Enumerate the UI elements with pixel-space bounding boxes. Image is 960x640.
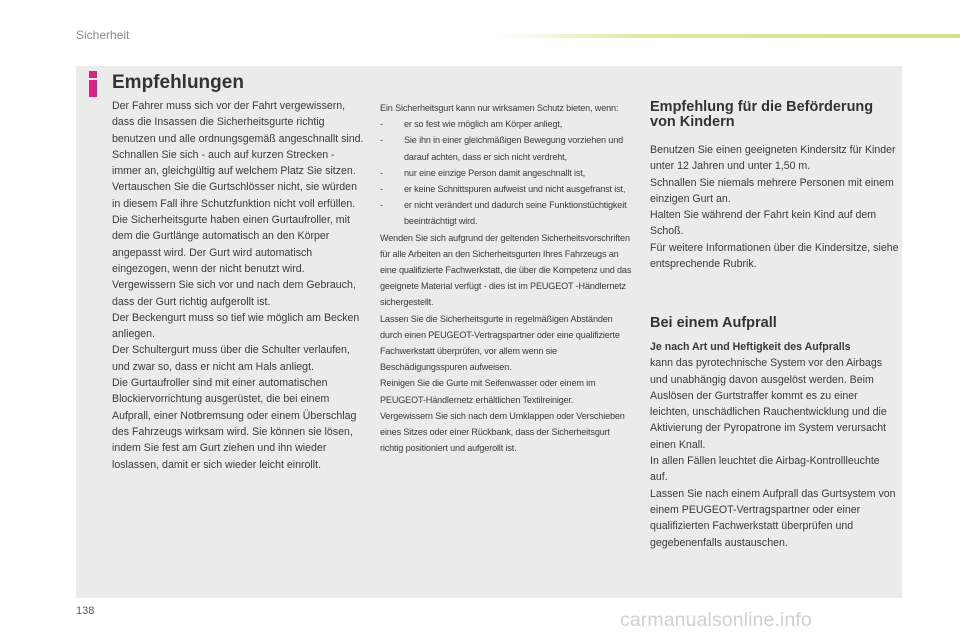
dash-item-text: er so fest wie möglich am Körper anliegt, — [404, 119, 563, 130]
dash-item-text: er keine Schnittspuren aufweist und nicht ausgefranst ist, — [404, 184, 626, 195]
header-rule — [495, 34, 960, 38]
right-heading-impact: Bei einem Aufprall — [650, 315, 777, 331]
right-paragraph: In allen Fällen leuchtet die Airbag-Kontrollleuchte auf. — [650, 455, 880, 484]
left-paragraph: Die Gurtaufroller sind mit einer automatischen Blockiervorrichtung ausgerüstet, die bei einem Aufprall, einer Notbremsung oder einem Überschlag des Fahrzeugs wirksam wird. Sie können sie lösen, indem Sie fest am Gurt ziehen und ihn wieder loslassen, damit er sich wieder leicht einrollt. — [112, 377, 357, 471]
info-icon — [83, 71, 103, 97]
left-paragraph: Der Fahrer muss sich vor der Fahrt vergewissern, dass die Insassen die Sicherheitsgurte richtig benutzen und alle ordnungsgemäß angeschnallt sind. — [112, 100, 364, 145]
middle-column — [380, 100, 632, 456]
left-paragraph: Vergewissern Sie sich vor und nach dem Gebrauch, dass der Gurt richtig aufgerollt ist. — [112, 279, 356, 308]
dash-bullet: - — [380, 135, 383, 146]
info-icon-dot — [89, 71, 97, 78]
right-paragraph: Halten Sie während der Fahrt kein Kind auf dem Schoß. — [650, 209, 877, 238]
dash-list-item — [380, 132, 632, 164]
left-paragraph: Der Schultergurt muss über die Schulter verlaufen, und zwar so, dass er nicht am Hals anliegt. — [112, 344, 350, 373]
right-section-children — [650, 100, 900, 272]
right-body-impact — [650, 339, 900, 551]
header-section-title: Sicherheit — [76, 28, 130, 42]
left-paragraph: Schnallen Sie sich - auch auf kurzen Strecken - immer an, gleichgültig auf welchem Platz Sie sitzen. — [112, 148, 356, 178]
left-paragraph: Vertauschen Sie die Gurtschlösser nicht, sie würden in diesem Fall ihre Schutzfunktion nicht voll erfüllen. — [112, 181, 357, 210]
mid-paragraph: Wenden Sie sich aufgrund der geltenden Sicherheitsvorschriften für alle Arbeiten an den Sicherheitsgurten Ihres Fahrzeugs an eine qualifizierte Fachwerkstatt, die über die Kompetenz und das geeignete Material verfügt - dies ist im PEUGEOT -Händlernetz sichergestellt. — [380, 232, 632, 308]
dash-bullet: - — [380, 167, 383, 178]
info-icon-stem — [89, 80, 97, 97]
right-lead: Je nach Art und Heftigkeit des Aufpralls — [650, 341, 851, 353]
dash-item-text: er nicht verändert und dadurch seine Funktionstüchtigkeit beeinträchtigt wird. — [404, 200, 627, 227]
right-heading-children: Empfehlung für die Beförderung von Kindern — [650, 99, 874, 130]
right-section-impact — [650, 316, 900, 551]
dash-item-text: nur eine einzige Person damit angeschnallt ist, — [404, 167, 585, 178]
dash-item-text: Sie ihn in einer gleichmäßigen Bewegung vorziehen und darauf achten, dass er sich nicht verdreht, — [404, 135, 624, 162]
right-paragraph: Lassen Sie nach einem Aufprall das Gurtsystem von einem PEUGEOT-Vertragspartner oder einer qualifizierten Fachwerkstatt überprüfen und gegebenenfalls austauschen. — [650, 487, 896, 549]
mid-intro: Ein Sicherheitsgurt kann nur wirksamen Schutz bieten, wenn: — [380, 103, 619, 113]
dash-list-item — [380, 116, 632, 132]
mid-paragraph: Vergewissern Sie sich nach dem Umklappen oder Verschieben eines Sitzes oder einer Rückbank, dass der Sicherheitsgurt richtig positioniert und aufgerollt ist. — [380, 410, 625, 454]
right-paragraph: Schnallen Sie niemals mehrere Personen mit einem einzigen Gurt an. — [650, 176, 894, 205]
dash-bullet: - — [380, 119, 383, 130]
dash-list-item — [380, 165, 632, 181]
mid-paragraph: Reinigen Sie die Gurte mit Seifenwasser oder einem im PEUGEOT-Händlernetz erhältlichen Textilreiniger. — [380, 378, 596, 405]
section-title: Empfehlungen — [112, 72, 244, 93]
left-column — [112, 98, 364, 473]
dash-list-item — [380, 197, 632, 229]
right-body-children — [650, 142, 900, 272]
watermark: carmanualsonline.info — [620, 609, 812, 631]
right-paragraph: Benutzen Sie einen geeigneten Kindersitz für Kinder unter 12 Jahren und unter 1,50 m. — [650, 144, 896, 173]
dash-list-item — [380, 181, 632, 197]
page-number: 138 — [76, 605, 95, 617]
dash-bullet: - — [380, 184, 383, 195]
left-paragraph: Die Sicherheitsgurte haben einen Gurtaufroller, mit dem die Gurtlänge automatisch an den Körper angepasst wird. Der Gurt wird automatisch eingezogen, wenn der nicht benutzt wird. — [112, 214, 350, 275]
right-paragraph: kann das pyrotechnische System vor den Airbags und unabhängig davon ausgelöst werden. Beim Auslösen der Gurtstraffer kommt es zu einer leichten, unschädlichen Rauchentwicklung und die Aktivierung der Pyropatrone im System verursacht einen Knall. — [650, 357, 887, 451]
right-paragraph: Für weitere Informationen über die Kindersitze, siehe entsprechende Rubrik. — [650, 241, 899, 271]
mid-paragraph: Lassen Sie die Sicherheitsgurte in regelmäßigen Abständen durch einen PEUGEOT-Vertragspartner oder eine qualifizierte Fachwerkstatt überprüfen, vor allem wenn sie Beschädigungsspuren aufweisen. — [380, 313, 620, 373]
left-paragraph: Der Beckengurt muss so tief wie möglich am Becken anliegen. — [112, 311, 360, 341]
dash-bullet: - — [380, 200, 383, 211]
